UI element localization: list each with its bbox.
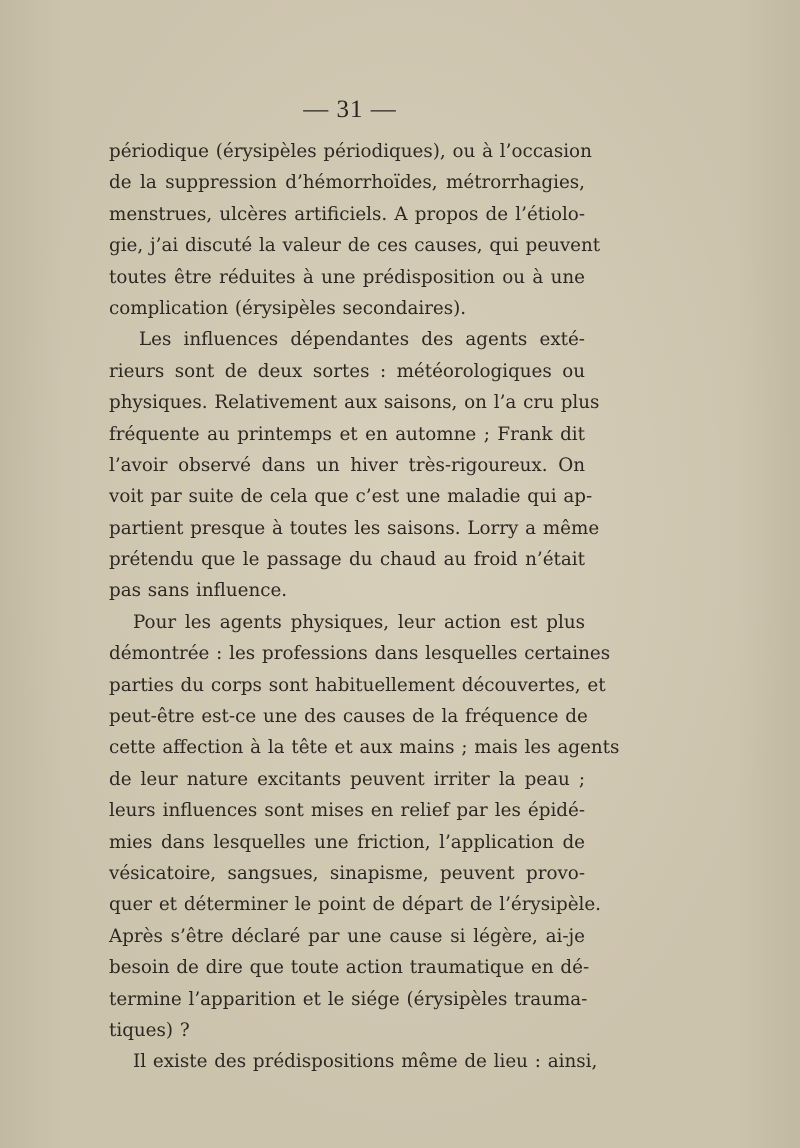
text-line: périodique (érysipèles périodiques), ou à l’occasion (109, 141, 592, 162)
text-line: Les influences dépendantes des agents exté- (139, 329, 585, 351)
text-line: pas sans influence. (109, 580, 288, 602)
page-number: — 31 — (303, 96, 397, 123)
text-line: de leur nature excitants peuvent irriter la peau ; (109, 768, 585, 790)
text-line: gie, j’ai discuté la valeur de ces causes, qui peuvent (109, 235, 601, 257)
text-line: menstrues, ulcères artificiels. A propos de l’étiolo- (109, 203, 585, 225)
text-line: prétendu que le passage du chaud au froid n’était (109, 549, 585, 571)
text-line: Après s’être déclaré par une cause si légère, ai-je (109, 925, 585, 947)
text-line: voit par suite de cela que c’est une maladie qui ap- (109, 486, 593, 508)
text-line: mies dans lesquelles une friction, l’application de (109, 831, 585, 853)
body-text (109, 136, 620, 1078)
text-line: vésicatoire, sangsues, sinapisme, peuvent provo- (109, 862, 585, 884)
text-line: Il existe des prédispositions même de lieu : ainsi, (133, 1051, 598, 1073)
text-line: peut-être est-ce une des causes de la fréquence de (109, 706, 588, 728)
text-line: fréquente au printemps et en automne ; Frank dit (109, 423, 585, 445)
text-line: l’avoir observé dans un hiver très-rigoureux. On (109, 454, 585, 476)
text-line: besoin de dire que toute action traumatique en dé- (109, 957, 590, 979)
text-line: partient presque à toutes les saisons. Lorry a même (109, 517, 600, 539)
text-line: cette affection à la tête et aux mains ; mais les agents (109, 737, 620, 759)
text-line: démontrée : les professions dans lesquelles certaines (109, 643, 611, 665)
text-line: complication (érysipèles secondaires). (109, 297, 467, 319)
text-line: tiques) ? (109, 1019, 190, 1041)
text-line: parties du corps sont habituellement découvertes, et (109, 674, 606, 696)
text-line: toutes être réduites à une prédisposition ou à une (109, 266, 585, 288)
text-line: physiques. Relativement aux saisons, on l’a cru plus (109, 392, 600, 414)
text-line: quer et déterminer le point de départ de l’érysipèle. (109, 894, 601, 916)
text-line: termine l’apparition et le siége (érysipèles trauma- (109, 988, 588, 1010)
text-line: Pour les agents physiques, leur action est plus (133, 611, 585, 633)
text-line: de la suppression d’hémorrhoïdes, métrorrhagies, (109, 172, 585, 194)
text-line: leurs influences sont mises en relief par les épidé- (109, 800, 585, 822)
text-line: rieurs sont de deux sortes : météorologiques ou (109, 360, 585, 382)
